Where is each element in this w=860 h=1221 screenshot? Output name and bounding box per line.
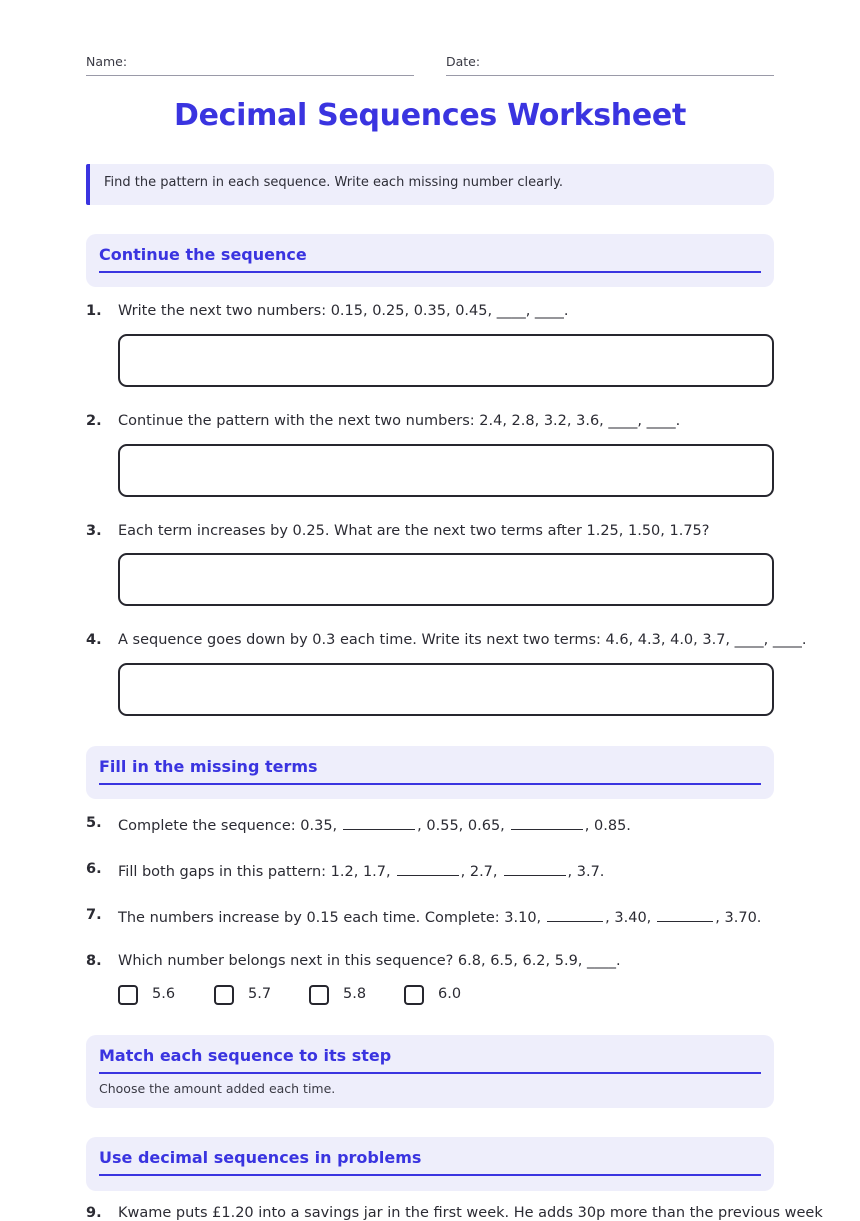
question-text: Kwame puts £1.20 into a savings jar in the first week. He adds 30p more than the previous week [118,1205,823,1221]
section-title: Fill in the missing terms [99,757,761,785]
checkbox[interactable] [404,985,424,1005]
answer-box-3[interactable] [118,553,774,606]
text-part: , 2.7, [460,864,498,880]
question-text [118,861,604,880]
text-part: The numbers increase by 0.15 each time. Complete: 3.10, [118,910,542,926]
blank-line[interactable] [504,861,566,876]
question-text [118,815,631,834]
question-text: Which number belongs next in this sequence? 6.8, 6.5, 6.2, 5.9, ____. [118,953,621,969]
text-part: , 0.55, 0.65, [417,818,505,834]
question-text [118,907,761,926]
name-label: Name: [86,54,128,69]
choice-label: 6.0 [438,986,462,1002]
question-number: 6. [86,861,102,877]
question-number: 1. [86,303,102,319]
text-part: , 3.70. [715,910,762,926]
question-text: A sequence goes down by 0.3 each time. Write its next two terms: 4.6, 4.3, 4.0, 3.7, ____, ____. [118,632,807,648]
section-subtitle: Choose the amount added each time. [99,1081,336,1096]
section-missing-terms [86,746,774,799]
text-part: , 3.7. [567,864,605,880]
text-part: , 0.85. [584,818,631,834]
answer-box-1[interactable] [118,334,774,387]
question-text: Write the next two numbers: 0.15, 0.25, 0.35, 0.45, ____, ____. [118,303,569,319]
blank-line[interactable] [657,907,713,922]
blank-line[interactable] [343,815,415,830]
instructions-callout [86,164,774,205]
blank-line[interactable] [547,907,603,922]
section-problems [86,1137,774,1191]
question-number: 2. [86,413,102,429]
question-number: 4. [86,632,102,648]
date-label: Date: [446,54,481,69]
page-title: Decimal Sequences Worksheet [174,98,686,133]
text-part: Fill both gaps in this pattern: 1.2, 1.7, [118,864,391,880]
choice-label: 5.8 [343,986,367,1002]
blank-line[interactable] [397,861,459,876]
section-continue-sequence [86,234,774,287]
checkbox[interactable] [214,985,234,1005]
question-text: Continue the pattern with the next two numbers: 2.4, 2.8, 3.2, 3.6, ____, ____. [118,413,681,429]
section-match-step [86,1035,774,1108]
question-number: 8. [86,953,102,969]
section-title: Use decimal sequences in problems [99,1148,761,1176]
section-title: Continue the sequence [99,245,761,273]
question-text: Each term increases by 0.25. What are the next two terms after 1.25, 1.50, 1.75? [118,523,710,539]
checkbox[interactable] [309,985,329,1005]
instructions-text: Find the pattern in each sequence. Write each missing number clearly. [104,175,564,190]
section-title: Match each sequence to its step [99,1046,761,1074]
text-part: , 3.40, [605,910,652,926]
question-number: 7. [86,907,102,923]
choice-label: 5.6 [152,986,176,1002]
text-part: Complete the sequence: 0.35, [118,818,338,834]
checkbox[interactable] [118,985,138,1005]
answer-box-2[interactable] [118,444,774,497]
name-field[interactable] [86,54,414,76]
question-number: 5. [86,815,102,831]
date-field[interactable] [446,54,774,76]
question-number: 3. [86,523,102,539]
question-number: 9. [86,1205,102,1221]
choice-label: 5.7 [248,986,272,1002]
blank-line[interactable] [511,815,583,830]
answer-box-4[interactable] [118,663,774,716]
